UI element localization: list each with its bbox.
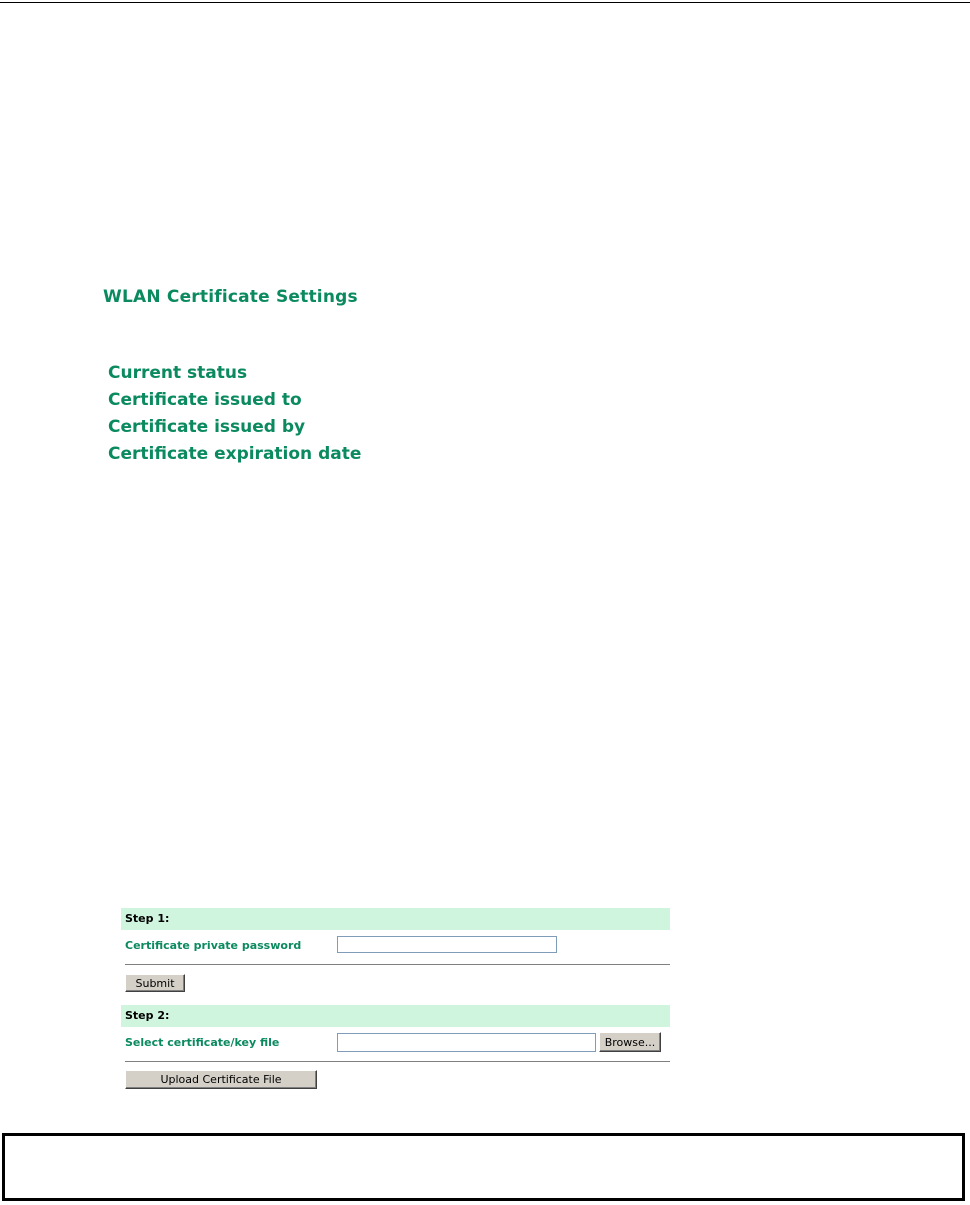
status-item-issued-by: Certificate issued by xyxy=(108,417,306,437)
submit-row xyxy=(121,965,670,1005)
submit-button[interactable]: Submit xyxy=(125,974,185,992)
file-row xyxy=(121,1027,670,1061)
status-item-issued-to: Certificate issued to xyxy=(108,390,302,410)
certificate-password-input[interactable] xyxy=(337,936,557,953)
password-label: Certificate private password xyxy=(125,939,302,952)
certificate-status-list xyxy=(108,362,361,470)
note-box xyxy=(2,1133,965,1201)
upload-row xyxy=(121,1062,670,1098)
file-label: Select certificate/key file xyxy=(125,1036,280,1049)
upload-certificate-button[interactable]: Upload Certificate File xyxy=(125,1070,317,1089)
step1-header: Step 1: xyxy=(121,908,670,930)
step2-header: Step 2: xyxy=(121,1005,670,1027)
header-rule xyxy=(0,2,970,3)
browse-button[interactable]: Browse... xyxy=(599,1032,661,1052)
page-title: WLAN Certificate Settings xyxy=(103,287,358,307)
certificate-file-input[interactable] xyxy=(337,1033,596,1052)
status-item-current-status: Current status xyxy=(108,363,248,383)
certificate-upload-form xyxy=(121,908,670,1098)
password-row xyxy=(121,930,670,964)
status-item-expiration-date: Certificate expiration date xyxy=(108,444,362,464)
